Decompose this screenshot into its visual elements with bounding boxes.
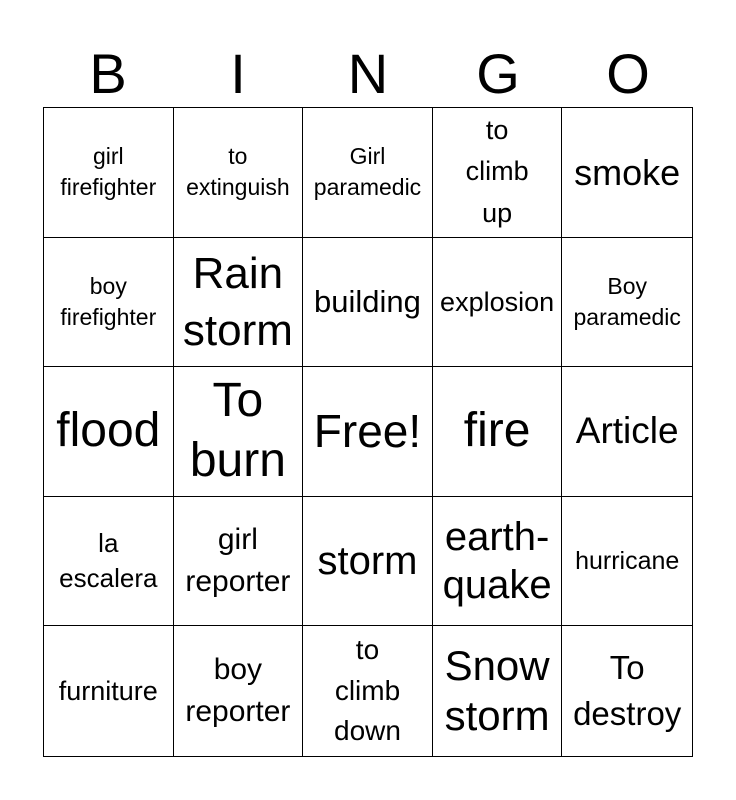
bingo-cell-r4c3[interactable] <box>303 497 433 627</box>
bingo-header <box>43 40 693 108</box>
bingo-cell-r2c1[interactable] <box>44 238 174 368</box>
cell-text: to extinguish <box>186 143 290 201</box>
bingo-cell-r3c4[interactable] <box>433 367 563 497</box>
header-letter-o: O <box>606 42 650 105</box>
bingo-cell-r3c1[interactable] <box>44 367 174 497</box>
bingo-cell-r1c1[interactable] <box>44 108 174 238</box>
bingo-cell-r5c1[interactable] <box>44 626 174 756</box>
bingo-cell-r1c3[interactable] <box>303 108 433 238</box>
bingo-cell-r2c5[interactable] <box>562 238 692 368</box>
cell-text: explosion <box>440 286 555 317</box>
header-letter-n: N <box>347 42 389 105</box>
header-letter-i: I <box>230 42 246 105</box>
bingo-cell-r5c4[interactable] <box>433 626 563 756</box>
cell-text: Girl paramedic <box>313 143 422 201</box>
bingo-cell-r2c2[interactable] <box>174 238 304 368</box>
bingo-cell-r3c2[interactable] <box>174 367 304 497</box>
cell-text: To destroy <box>573 649 682 733</box>
cell-text: furniture <box>58 676 158 706</box>
bingo-cell-r1c4[interactable] <box>433 108 563 238</box>
cell-text: boy firefighter <box>60 272 157 330</box>
cell-text: Boy paramedic <box>573 272 681 330</box>
bingo-cell-r5c5[interactable] <box>562 626 692 756</box>
cell-text: flood <box>56 404 161 458</box>
cell-text: girl firefighter <box>60 143 157 201</box>
bingo-cell-r5c2[interactable] <box>174 626 304 756</box>
cell-text: Free! <box>313 404 422 457</box>
cell-text: earth- quake <box>442 515 552 608</box>
cell-text: boy reporter <box>185 653 291 729</box>
cell-text: la escalera <box>59 528 158 594</box>
cell-text: Snow storm <box>444 641 550 740</box>
cell-text: building <box>314 284 421 320</box>
cell-text: Rain storm <box>182 248 293 355</box>
bingo-cell-r1c2[interactable] <box>174 108 304 238</box>
bingo-cell-r3c5[interactable] <box>562 367 692 497</box>
cell-text: Article <box>575 410 679 452</box>
bingo-cell-r5c3[interactable] <box>303 626 433 756</box>
bingo-cell-r1c5[interactable] <box>562 108 692 238</box>
cell-text: fire <box>463 404 531 458</box>
bingo-cell-r4c4[interactable] <box>433 497 563 627</box>
bingo-cell-r2c4[interactable] <box>433 238 563 368</box>
cell-text: To burn <box>189 374 286 488</box>
header-letter-b: B <box>89 42 127 105</box>
bingo-cell-r2c3[interactable] <box>303 238 433 368</box>
header-letter-g: G <box>476 42 520 105</box>
cell-text: to climb down <box>334 634 401 747</box>
cell-text: to climb up <box>465 114 529 229</box>
cell-text: girl reporter <box>185 523 291 599</box>
bingo-cell-r3c3[interactable] <box>303 367 433 497</box>
bingo-cell-r4c2[interactable] <box>174 497 304 627</box>
bingo-cell-r4c1[interactable] <box>44 497 174 627</box>
bingo-board <box>43 107 693 757</box>
bingo-cell-r4c5[interactable] <box>562 497 692 627</box>
cell-text: hurricane <box>575 547 680 576</box>
cell-text: storm <box>317 539 418 584</box>
cell-text: smoke <box>574 151 681 193</box>
